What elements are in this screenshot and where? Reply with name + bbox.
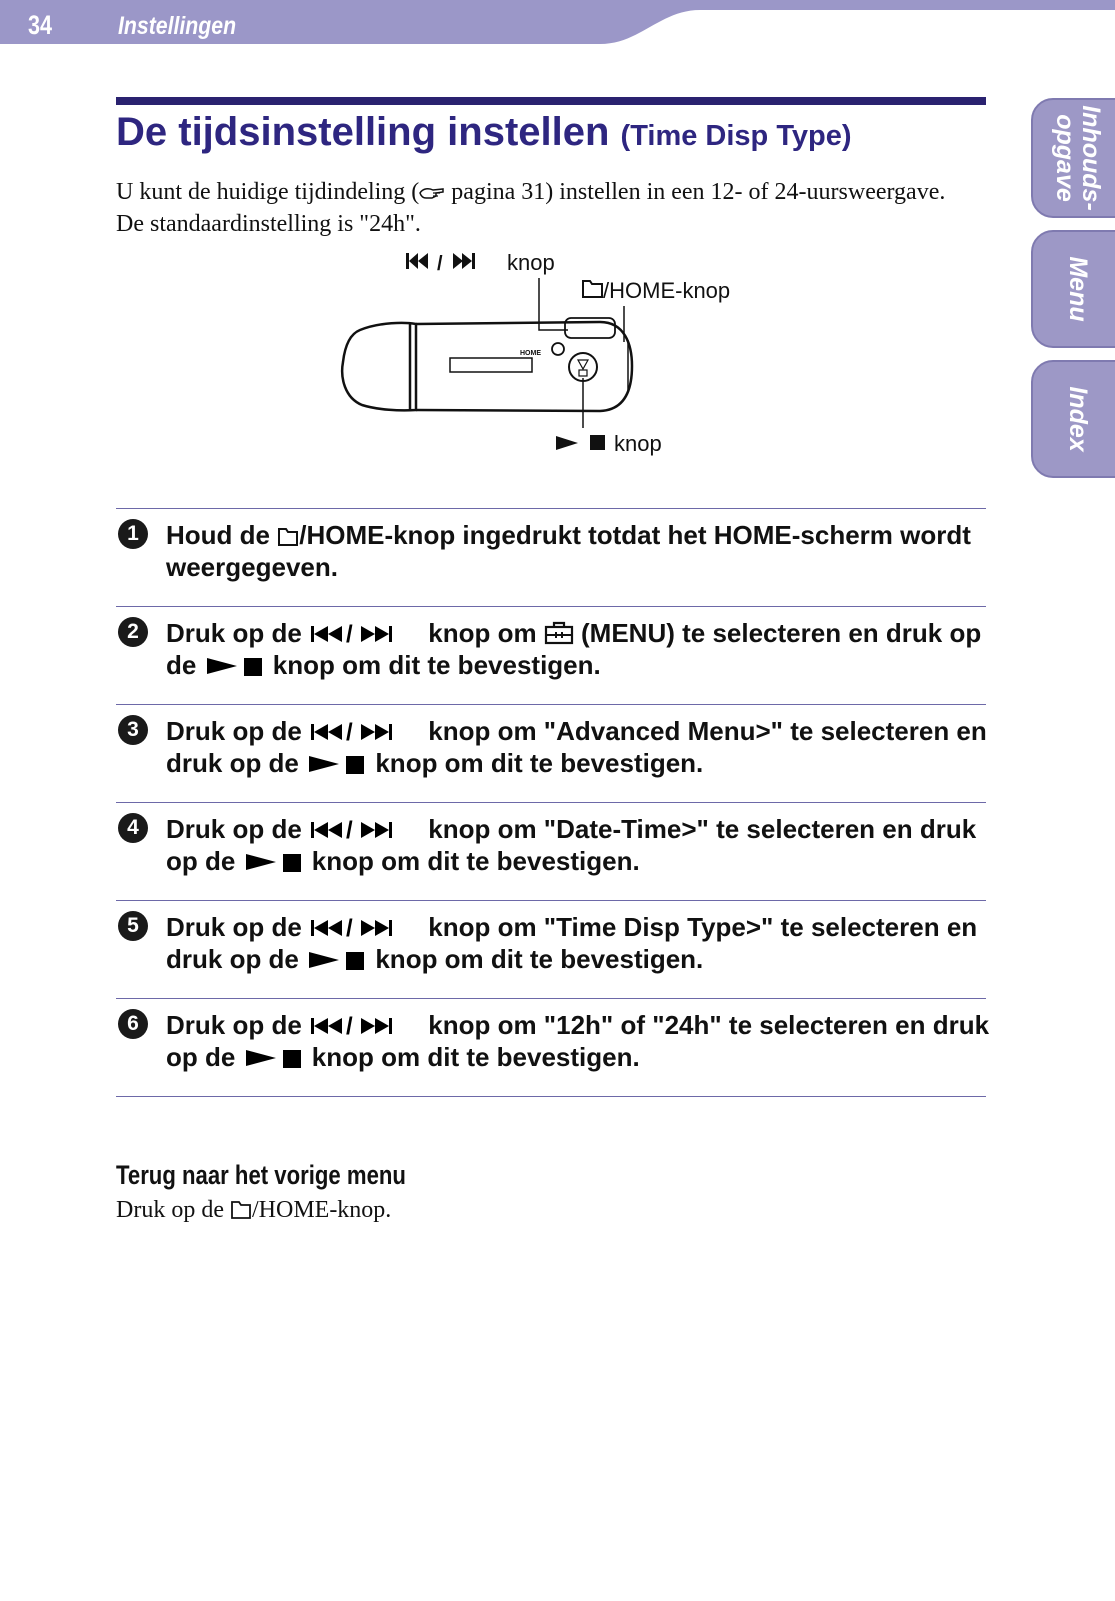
tab-inhoudsopgave[interactable] — [1031, 98, 1115, 218]
intro-text-2: pagina 31) instellen in een 12- of 24-uursweergave. De standaardinstelling is "24h". — [116, 179, 946, 237]
folder-icon — [230, 1198, 252, 1220]
device-diagram — [0, 240, 1115, 470]
step-1 — [116, 508, 986, 606]
step-number: 3 — [118, 715, 148, 745]
step-text-part: knop om — [421, 618, 544, 648]
back-text-part: Druk op de — [116, 1197, 230, 1223]
step-4 — [116, 802, 986, 900]
title-main: De tijdsinstelling instellen — [116, 110, 610, 154]
prev-next-icon — [309, 623, 421, 645]
step-text-part: Druk op de — [166, 912, 310, 942]
prev-next-icon — [309, 819, 421, 841]
tab-index-label: Index — [1064, 386, 1092, 452]
play-stop-icon — [306, 949, 368, 971]
folder-icon — [277, 525, 299, 547]
label-home: /HOME-knop — [603, 278, 731, 303]
step-number: 2 — [118, 617, 148, 647]
step-number: 1 — [118, 519, 148, 549]
step-text-part: knop om dit te bevestigen. — [265, 650, 601, 680]
page-title — [116, 110, 852, 155]
step-text-part: knop om dit te bevestigen. — [304, 846, 640, 876]
step-text-part: knop om "Advanced Menu>" te selecteren en druk op de — [166, 716, 987, 778]
step-text — [166, 911, 996, 975]
title-sub: (Time Disp Type) — [620, 120, 852, 152]
tab-inhoudsopgave-label: Inhouds- opgave — [1051, 105, 1105, 211]
play-stop-icon — [243, 1047, 305, 1069]
step-text-part: knop om dit te bevestigen. — [368, 748, 704, 778]
play-stop-icon — [204, 655, 266, 677]
section-name: Instellingen — [118, 12, 237, 40]
step-number: 4 — [118, 813, 148, 843]
step-5 — [116, 900, 986, 998]
menu-toolbox-icon — [544, 621, 574, 645]
step-number: 6 — [118, 1009, 148, 1039]
step-text — [166, 715, 996, 779]
step-text-part: /HOME-knop ingedrukt totdat het HOME-scherm wordt weergegeven. — [166, 520, 971, 582]
svg-text:/: / — [346, 721, 353, 743]
step-text — [166, 617, 996, 681]
play-stop-icon — [243, 851, 305, 873]
device-home-text: HOME — [520, 350, 541, 357]
device-body — [342, 318, 632, 411]
step-3 — [116, 704, 986, 802]
step-text-part: knop om "Date-Time>" te selecteren en druk op de — [166, 814, 977, 876]
step-text-part: knop om "12h" of "24h" te selecteren en druk op de — [166, 1010, 990, 1072]
prev-next-icon — [309, 721, 421, 743]
step-text-part: Druk op de — [166, 618, 310, 648]
prev-next-icon — [406, 253, 475, 275]
step-text — [166, 1009, 996, 1073]
back-text — [116, 1197, 391, 1224]
svg-text:/: / — [346, 1015, 353, 1037]
prev-next-icon — [309, 1015, 421, 1037]
step-number: 5 — [118, 911, 148, 941]
label-prev-next: knop — [507, 250, 555, 275]
folder-icon — [583, 281, 602, 297]
back-heading: Terug naar het vorige menu — [116, 1160, 406, 1190]
step-text-part: Druk op de — [166, 716, 310, 746]
svg-text:/: / — [437, 253, 443, 275]
svg-text:/: / — [346, 819, 353, 841]
intro-paragraph — [116, 176, 966, 240]
page-number: 34 — [28, 10, 53, 40]
step-text-part: Druk op de — [166, 1010, 310, 1040]
label-play: knop — [614, 431, 662, 456]
step-text-part: Druk op de — [166, 814, 310, 844]
step-text-part: knop om dit te bevestigen. — [368, 944, 704, 974]
step-text-part: (MENU) te selecteren en druk op de — [166, 618, 982, 680]
step-text — [166, 813, 996, 877]
prev-next-icon — [309, 917, 421, 939]
step-text-part: knop om dit te bevestigen. — [304, 1042, 640, 1072]
step-2 — [116, 606, 986, 704]
step-6 — [116, 998, 990, 1097]
intro-text-1: U kunt de huidige tijdindeling ( — [116, 179, 420, 205]
step-text-part: knop om "Time Disp Type>" te selecteren en druk op de — [166, 912, 978, 974]
step-text — [166, 519, 996, 583]
play-stop-icon — [556, 435, 605, 450]
step-text-part: Houd de — [166, 520, 278, 550]
svg-text:/: / — [346, 623, 353, 645]
reference-hand-icon — [419, 184, 445, 202]
tab-menu-label: Menu — [1064, 256, 1092, 322]
title-rule — [116, 97, 986, 105]
play-stop-icon — [306, 753, 368, 775]
back-text-part: /HOME-knop. — [251, 1197, 392, 1223]
svg-text:/: / — [346, 917, 353, 939]
steps-list — [116, 508, 990, 1097]
